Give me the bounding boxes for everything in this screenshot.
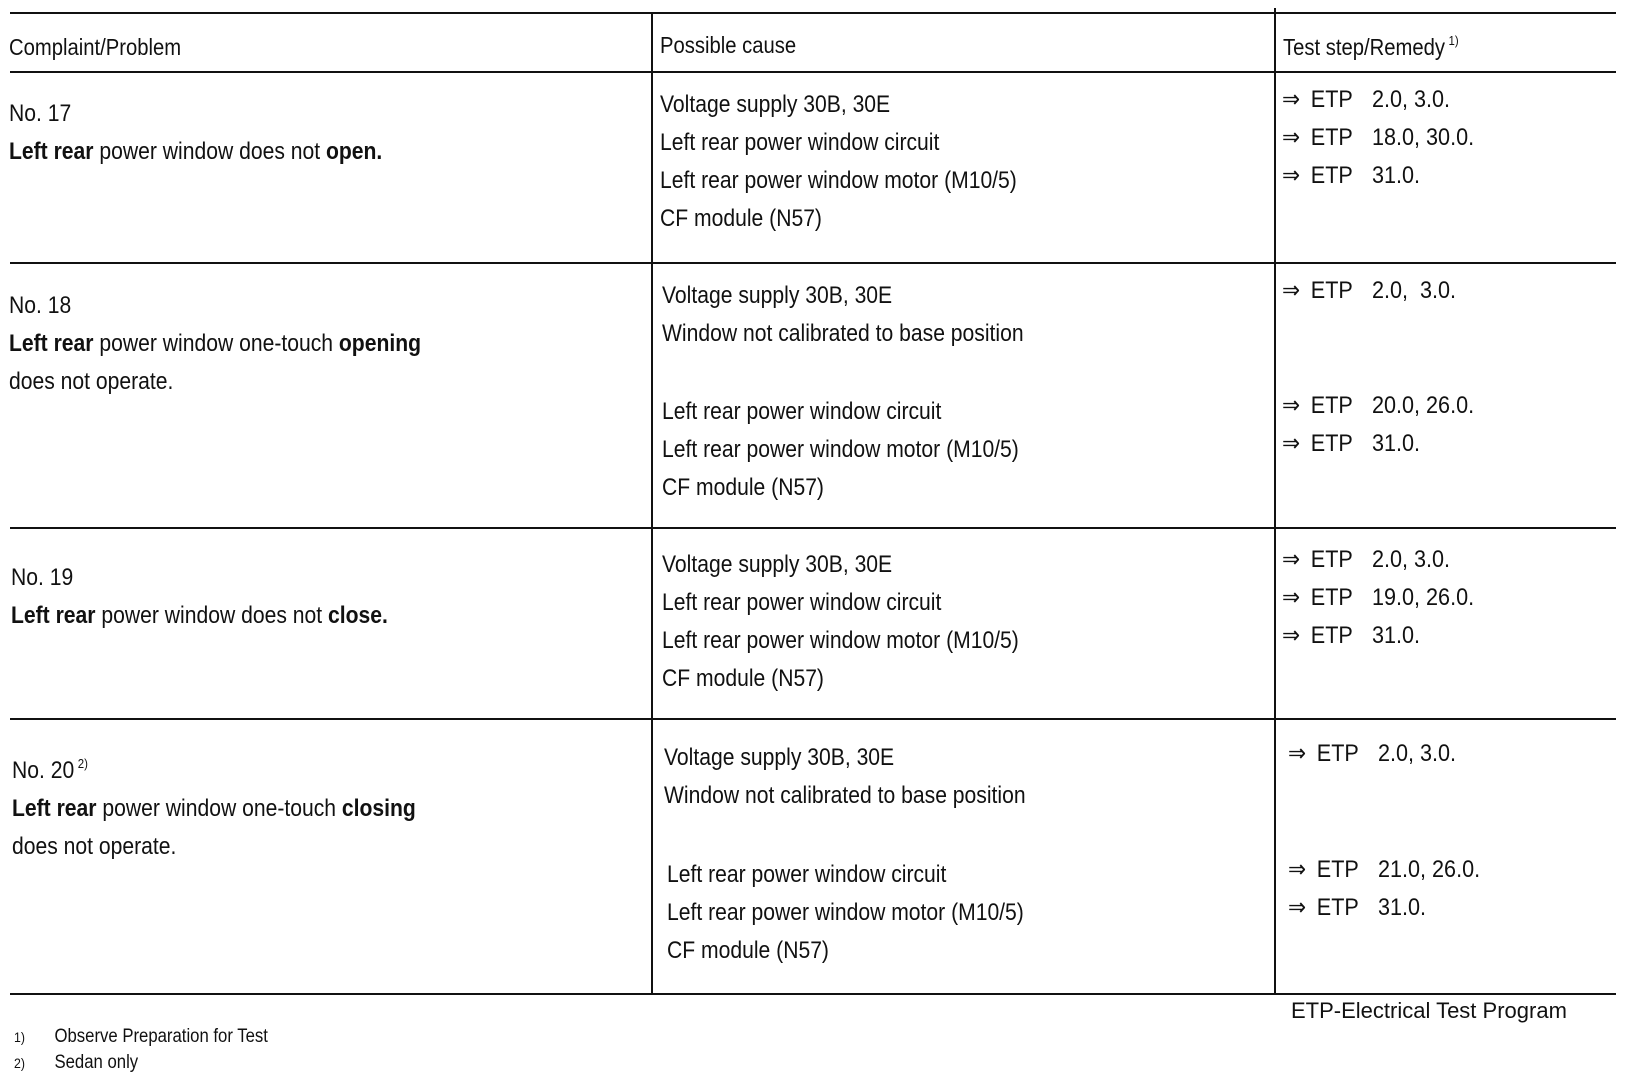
remedy-cell [1282,541,1474,655]
remedy-item [1282,81,1474,119]
header-bottom-rule [10,71,1616,73]
complaint-text-line2: does not operate. [9,368,174,395]
etp-legend: ETP-Electrical Test Program [1291,998,1567,1023]
remedy-item [1282,157,1474,195]
remedy-item [1288,889,1480,927]
cause-item: Left rear power window motor (M10/5) [662,627,1019,654]
remedy-steps: 2.0, 3.0. [1372,546,1451,573]
remedy-item [1288,735,1456,773]
footnote-text: Sedan only [54,1052,139,1073]
complaint-cell [12,745,416,866]
complaint-bold-text: closing [341,795,416,822]
remedy-steps: 2.0, 3.0. [1378,740,1457,767]
remedy-label: ETP [1310,86,1353,113]
remedy-label: ETP [1316,740,1359,767]
cause-item: CF module (N57) [667,937,829,964]
cause-item: Window not calibrated to base position [664,782,1026,809]
remedy-steps: 2.0, 3.0. [1372,86,1451,113]
remedy-steps: 18.0, 30.0. [1372,124,1475,151]
header-remedy-note: 1) [1448,33,1459,48]
table-top-rule [10,12,1616,14]
remedy-steps: 31.0. [1378,894,1427,921]
complaint-bold-text: Left rear [11,602,96,629]
arrow-icon: ⇒ [1282,622,1301,649]
complaint-cell [11,552,388,635]
header-cause: Possible cause [660,32,797,58]
remedy-item [1282,541,1474,579]
row-divider [10,527,1616,529]
complaint-bold-text: close. [327,602,388,629]
remedy-item [1282,579,1474,617]
remedy-cell [1288,735,1456,773]
cause-item: CF module (N57) [662,474,824,501]
complaint-text: power window one-touch [93,330,339,357]
remedy-cell [1288,851,1480,927]
arrow-icon: ⇒ [1288,894,1307,921]
remedy-label: ETP [1310,392,1353,419]
remedy-cell [1282,272,1456,310]
arrow-icon: ⇒ [1288,740,1307,767]
remedy-steps: 20.0, 26.0. [1372,392,1475,419]
cause-item: Voltage supply 30B, 30E [660,91,891,118]
footnote [14,1024,268,1050]
remedy-item [1282,387,1474,425]
complaint-text: power window does not [93,138,326,165]
column-divider [1274,8,1276,995]
complaint-cell [9,280,421,401]
remedy-label: ETP [1310,584,1353,611]
remedy-item [1288,851,1480,889]
complaint-number: No. 19 [11,564,74,591]
complaint-bold-text: open. [325,138,383,165]
cause-item: Left rear power window motor (M10/5) [662,436,1019,463]
cause-item: Voltage supply 30B, 30E [662,282,893,309]
remedy-item [1282,272,1456,310]
footnote [14,1050,138,1076]
remedy-label: ETP [1310,546,1353,573]
remedy-steps: 19.0, 26.0. [1372,584,1475,611]
cause-item: Left rear power window circuit [662,589,942,616]
cause-item: Left rear power window circuit [660,129,940,156]
arrow-icon: ⇒ [1282,124,1301,151]
header-complaint: Complaint/Problem [9,34,182,60]
remedy-label: ETP [1310,124,1353,151]
cause-cell [662,546,1019,698]
complaint-bold-text: Left rear [9,330,94,357]
arrow-icon: ⇒ [1282,546,1301,573]
remedy-steps: 21.0, 26.0. [1378,856,1481,883]
footnote-number: 1) [14,1029,25,1045]
table-bottom-rule [10,993,1616,995]
remedy-cell [1282,81,1474,195]
complaint-bold-text: Left rear [12,795,97,822]
remedy-label: ETP [1316,894,1359,921]
complaint-text: power window one-touch [96,795,342,822]
arrow-icon: ⇒ [1282,430,1301,457]
footnote-text: Observe Preparation for Test [54,1026,268,1047]
complaint-bold-text: opening [338,330,422,357]
remedy-cell [1282,387,1474,463]
remedy-item [1282,425,1474,463]
arrow-icon: ⇒ [1282,392,1301,419]
complaint-bold-text: Left rear [9,138,94,165]
footnote-number: 2) [14,1055,25,1071]
cause-cell [660,86,1017,238]
remedy-label: ETP [1310,277,1353,304]
arrow-icon: ⇒ [1282,584,1301,611]
cause-cell [664,739,1026,815]
cause-item: CF module (N57) [660,205,822,232]
remedy-label: ETP [1310,430,1353,457]
header-remedy-label: Test step/Remedy [1283,34,1446,60]
complaint-number: No. 20 [12,757,75,784]
remedy-steps: 31.0. [1372,430,1421,457]
remedy-item [1282,119,1474,157]
cause-item: Left rear power window circuit [662,398,942,425]
cause-item: Left rear power window motor (M10/5) [667,899,1024,926]
cause-item: Left rear power window motor (M10/5) [660,167,1017,194]
cause-item: Window not calibrated to base position [662,320,1024,347]
cause-item: Left rear power window circuit [667,861,947,888]
cause-cell [662,393,1019,507]
complaint-cell [9,88,382,171]
remedy-item [1282,617,1474,655]
remedy-steps: 2.0, 3.0. [1372,277,1457,304]
complaint-number: No. 17 [9,100,72,127]
cause-item: Voltage supply 30B, 30E [664,744,895,771]
cause-item: CF module (N57) [662,665,824,692]
cause-item: Voltage supply 30B, 30E [662,551,893,578]
column-divider [651,12,653,995]
remedy-label: ETP [1316,856,1359,883]
cause-cell [662,277,1024,353]
remedy-steps: 31.0. [1372,622,1421,649]
arrow-icon: ⇒ [1282,86,1301,113]
complaint-text: power window does not [95,602,328,629]
row-divider [10,718,1616,720]
complaint-text-line2: does not operate. [12,833,177,860]
remedy-steps: 31.0. [1372,162,1421,189]
row-divider [10,262,1616,264]
arrow-icon: ⇒ [1282,162,1301,189]
arrow-icon: ⇒ [1282,277,1301,304]
remedy-label: ETP [1310,162,1353,189]
cause-cell [667,856,1024,970]
arrow-icon: ⇒ [1288,856,1307,883]
header-remedy [1283,22,1459,66]
remedy-label: ETP [1310,622,1353,649]
complaint-number-note: 2) [77,756,88,771]
complaint-number: No. 18 [9,292,72,319]
